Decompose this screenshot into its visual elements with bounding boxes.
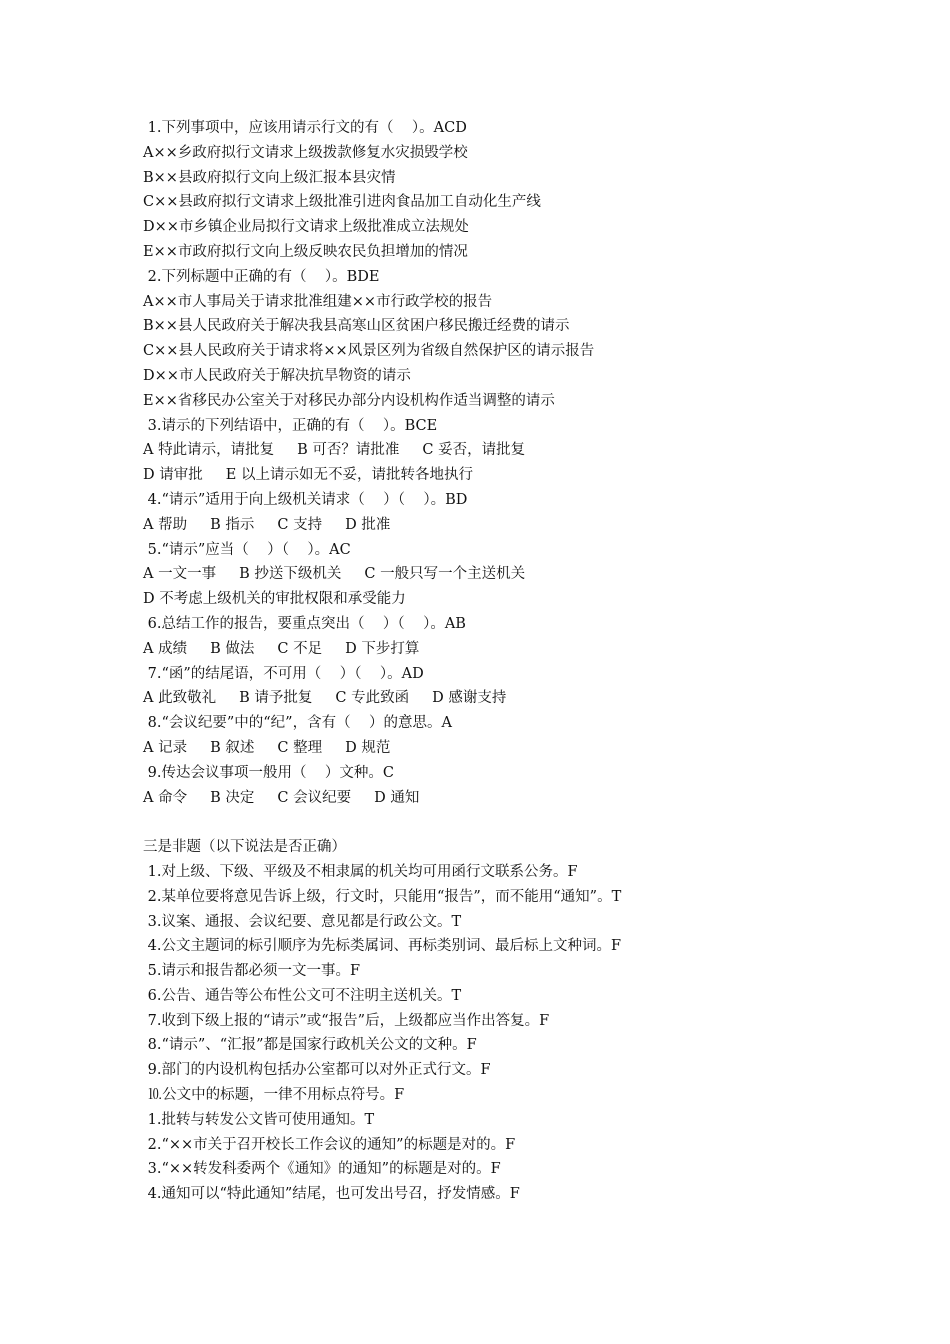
choice-line-28: A 命令 B 决定 C 会议纪要 D 通知 bbox=[143, 789, 420, 806]
choice-line-14: A 特此请示，请批复 B 可否？请批准 C 妥否，请批复 bbox=[143, 442, 526, 459]
choice-line-11: D××市人民政府关于解决抗旱物资的请示 bbox=[143, 367, 411, 384]
judge-line-5: 4.公文主题词的标引顺序为先标类属词、再标类别词、最后标上文种词。F bbox=[143, 938, 622, 955]
choice-line-5: D××市乡镇企业局拟行文请求上级批准成立法规处 bbox=[143, 219, 469, 236]
choice-line-12: E××省移民办公室关于对移民办部分内设机构作适当调整的请示 bbox=[143, 392, 555, 409]
choice-line-24: A 此致敬礼 B 请予批复 C 专此致函 D 感谢支持 bbox=[143, 690, 507, 707]
choice-line-26: A 记录 B 叙述 C 整理 D 规范 bbox=[143, 739, 391, 756]
document-content bbox=[143, 116, 863, 1207]
judge-line-1: 三是非题（以下说法是否正确） bbox=[143, 839, 346, 856]
section-gap bbox=[143, 810, 863, 835]
multiple-choice-section bbox=[143, 116, 863, 810]
true-false-section bbox=[143, 835, 863, 1207]
judge-line-7: 6.公告、通告等公布性公文可不注明主送机关。T bbox=[143, 987, 462, 1004]
choice-line-2: A××乡政府拟行文请求上级拨款修复水灾损毁学校 bbox=[143, 144, 468, 161]
choice-line-6: E××市政府拟行文向上级反映农民负担增加的情况 bbox=[143, 243, 468, 260]
judge-line-9: 8.“请示”、“汇报”都是国家行政机关公文的文种。F bbox=[143, 1037, 477, 1054]
choice-line-15: D 请审批 E 以上请示如无不妥，请批转各地执行 bbox=[143, 467, 473, 484]
choice-line-8: A××市人事局关于请求批准组建××市行政学校的报告 bbox=[143, 293, 493, 310]
choice-line-23: 7.“函”的结尾语，不可用（ ）（ ）。AD bbox=[143, 665, 424, 682]
choice-line-27: 9.传达会议事项一般用（ ）文种。C bbox=[143, 764, 394, 781]
choice-line-22: A 成绩 B 做法 C 不足 D 下步打算 bbox=[143, 640, 420, 657]
judge-line-3: 2.某单位要将意见告诉上级，行文时，只能用“报告”，而不能用“通知”。T bbox=[143, 888, 622, 905]
choice-line-3: B××县政府拟行文向上级汇报本县灾情 bbox=[143, 169, 396, 186]
judge-line-12: 1.批转与转发公文皆可使用通知。T bbox=[143, 1111, 375, 1128]
choice-line-17: A 帮助 B 指示 C 支持 D 批准 bbox=[143, 516, 391, 533]
choice-line-16: 4.“请示”适用于向上级机关请求（ ）（ ）。BD bbox=[143, 491, 468, 508]
choice-line-25: 8.“会议纪要”中的“纪”，含有（ ）的意思。A bbox=[143, 715, 453, 732]
judge-line-8: 7.收到下级上报的“请示”或“报告”后，上级都应当作出答复。F bbox=[143, 1012, 550, 1029]
choice-line-7: 2.下列标题中正确的有（ ）。BDE bbox=[143, 268, 380, 285]
judge-line-14: 3.“××转发科委两个《通知》的通知”的标题是对的。F bbox=[143, 1161, 501, 1178]
choice-line-19: A 一文一事 B 抄送下级机关 C 一般只写一个主送机关 bbox=[143, 566, 526, 583]
choice-line-10: C××县人民政府关于请求将××风景区列为省级自然保护区的请示报告 bbox=[143, 343, 595, 360]
judge-line-15: 4.通知可以“特此通知”结尾，也可发出号召，抒发情感。F bbox=[143, 1186, 520, 1203]
choice-line-9: B××县人民政府关于解决我县高寒山区贫困户移民搬迁经费的请示 bbox=[143, 318, 570, 335]
judge-line-13: 2.“××市关于召开校长工作会议的通知”的标题是对的。F bbox=[143, 1136, 516, 1153]
choice-line-13: 3.请示的下列结语中，正确的有（ ）。BCE bbox=[143, 417, 438, 434]
choice-line-20: D 不考虑上级机关的审批权限和承受能力 bbox=[143, 591, 406, 608]
choice-line-18: 5.“请示”应当（ ）（ ）。AC bbox=[143, 541, 351, 558]
judge-line-11: ⒑公文中的标题，一律不用标点符号。F bbox=[143, 1087, 405, 1104]
choice-line-21: 6.总结工作的报告，要重点突出（ ）（ ）。AB bbox=[143, 615, 466, 632]
judge-line-10: 9.部门的内设机构包括办公室都可以对外正式行文。F bbox=[143, 1062, 491, 1079]
choice-line-1: 1.下列事项中，应该用请示行文的有（ ）。ACD bbox=[143, 120, 467, 136]
judge-line-4: 3.议案、通报、会议纪要、意见都是行政公文。T bbox=[143, 913, 462, 930]
judge-line-6: 5.请示和报告都必须一文一事。F bbox=[143, 963, 361, 980]
choice-line-4: C××县政府拟行文请求上级批准引进肉食品加工自动化生产线 bbox=[143, 194, 541, 211]
judge-line-2: 1.对上级、下级、平级及不相隶属的机关均可用函行文联系公务。F bbox=[143, 863, 578, 880]
